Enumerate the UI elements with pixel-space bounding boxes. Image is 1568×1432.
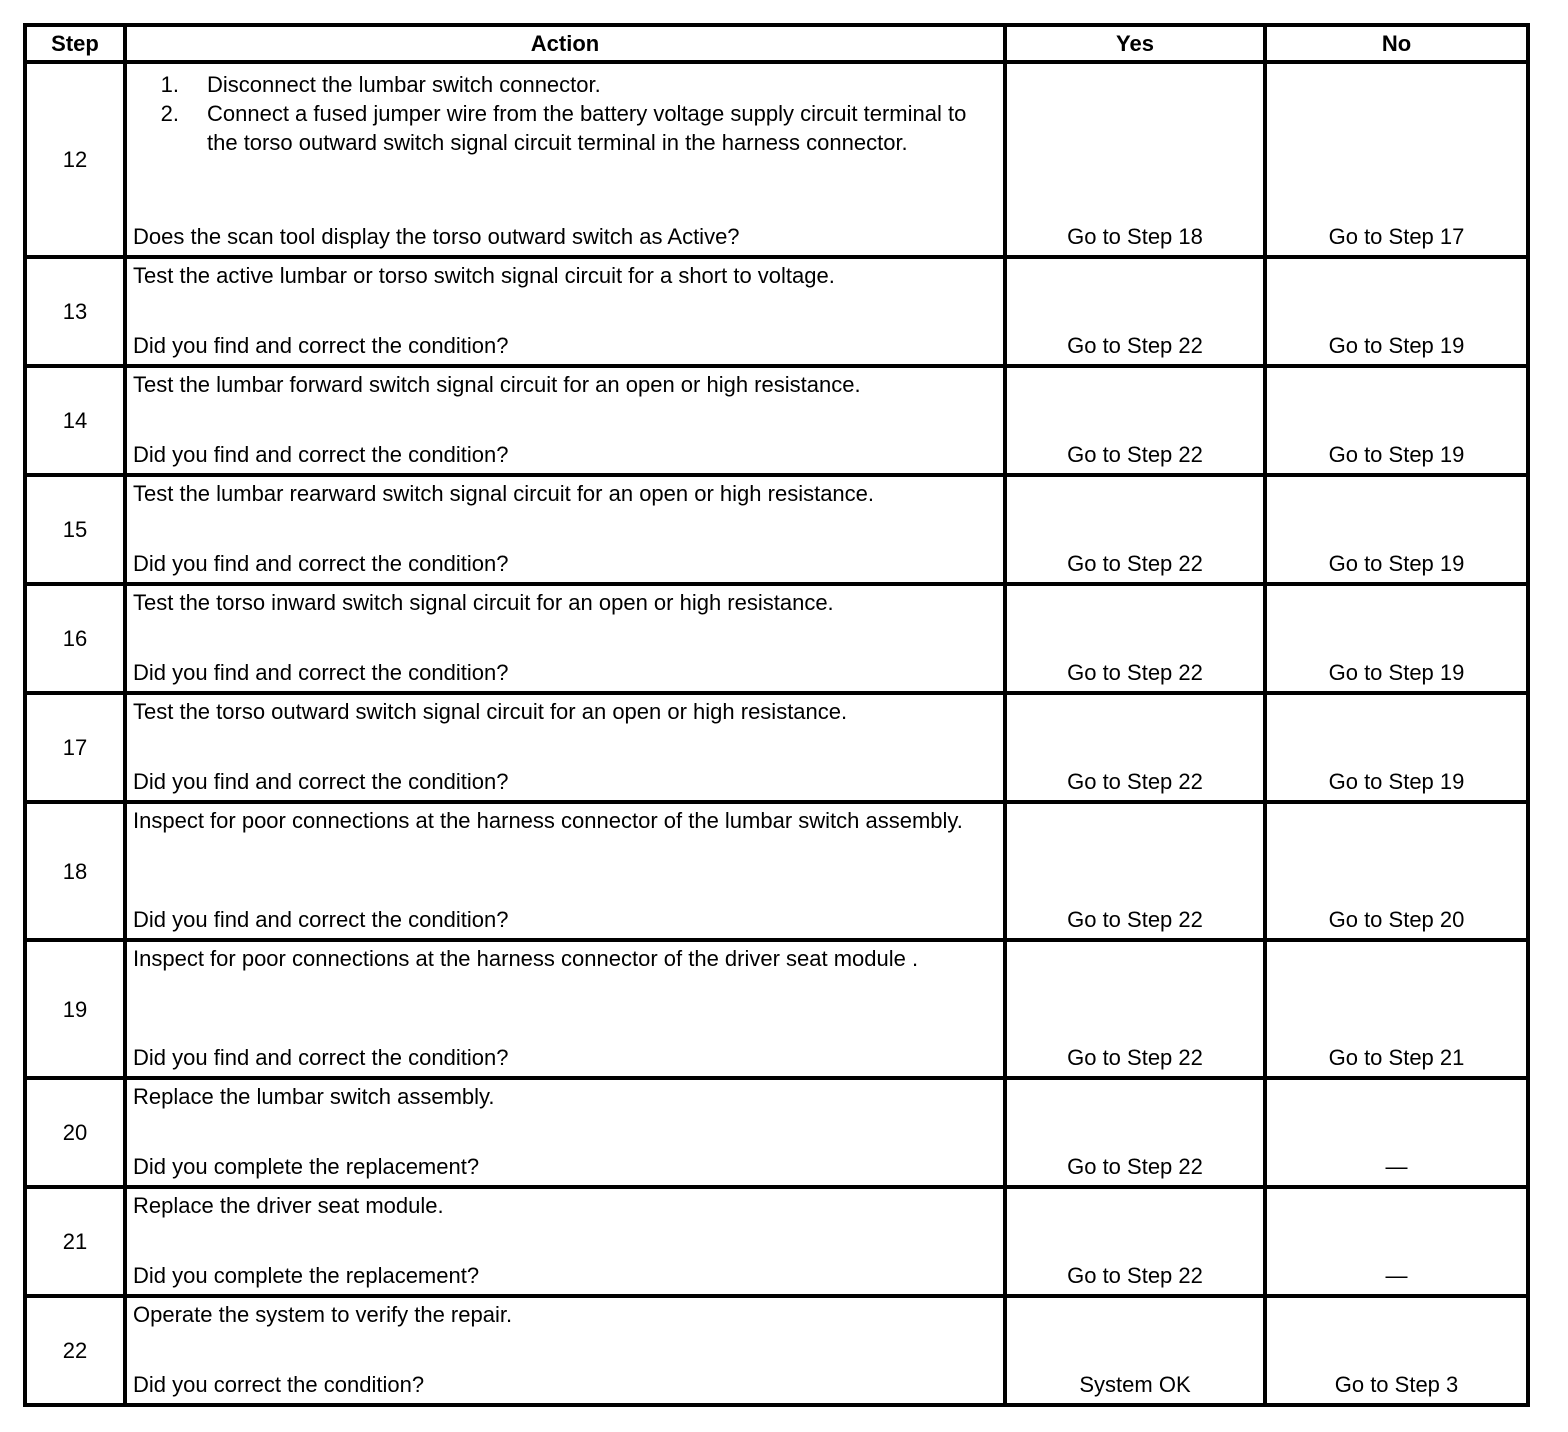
yes-result: System OK (1005, 1296, 1265, 1405)
step-number: 14 (25, 366, 125, 475)
no-result: — (1265, 1187, 1528, 1296)
diagnostic-table (23, 23, 1530, 1407)
yes-result: Go to Step 22 (1005, 475, 1265, 584)
action-steps-list (127, 64, 1003, 157)
action-cell (125, 62, 1005, 257)
list-item-number: 2. (160, 101, 179, 126)
step-number: 17 (25, 693, 125, 802)
yes-result: Go to Step 22 (1005, 366, 1265, 475)
list-item (127, 70, 1003, 99)
action-text: Test the lumbar forward switch signal circuit for an open or high resistance. (133, 372, 861, 397)
table-row (25, 1296, 1528, 1405)
action-cell (125, 1187, 1005, 1296)
action-text: Replace the lumbar switch assembly. (133, 1084, 495, 1109)
action-cell (125, 257, 1005, 366)
no-result: Go to Step 19 (1265, 693, 1528, 802)
header-row (25, 25, 1528, 62)
table-row (25, 584, 1528, 693)
yes-result: Go to Step 22 (1005, 940, 1265, 1078)
no-result: Go to Step 20 (1265, 802, 1528, 940)
header-step: Step (25, 25, 125, 62)
header-no: No (1265, 25, 1528, 62)
action-question: Did you complete the replacement? (133, 1154, 480, 1179)
action-text: Replace the driver seat module. (133, 1193, 444, 1218)
no-result: Go to Step 21 (1265, 940, 1528, 1078)
action-question: Did you find and correct the condition? (133, 769, 509, 794)
action-text: Inspect for poor connections at the harness connector of the lumbar switch assembly. (133, 808, 963, 833)
yes-result: Go to Step 22 (1005, 257, 1265, 366)
step-number: 20 (25, 1078, 125, 1187)
table-row (25, 940, 1528, 1078)
step-number: 13 (25, 257, 125, 366)
table-row (25, 366, 1528, 475)
action-text: Test the active lumbar or torso switch signal circuit for a short to voltage. (133, 263, 835, 288)
table-row (25, 802, 1528, 940)
step-number: 21 (25, 1187, 125, 1296)
header-action: Action (125, 25, 1005, 62)
action-question: Did you find and correct the condition? (133, 551, 509, 576)
table-row (25, 257, 1528, 366)
step-number: 19 (25, 940, 125, 1078)
no-result: Go to Step 19 (1265, 366, 1528, 475)
action-question: Did you complete the replacement? (133, 1263, 480, 1288)
yes-result: Go to Step 22 (1005, 584, 1265, 693)
action-text: Test the torso inward switch signal circuit for an open or high resistance. (133, 590, 834, 615)
step-number: 16 (25, 584, 125, 693)
action-cell (125, 940, 1005, 1078)
action-question: Did you correct the condition? (133, 1372, 425, 1397)
action-text: Inspect for poor connections at the harness connector of the driver seat module . (133, 946, 919, 971)
action-question: Did you find and correct the condition? (133, 660, 509, 685)
action-cell (125, 475, 1005, 584)
action-question: Does the scan tool display the torso outward switch as Active? (133, 224, 740, 249)
action-question: Did you find and correct the condition? (133, 442, 509, 467)
table-row (25, 1187, 1528, 1296)
action-cell (125, 1296, 1005, 1405)
action-question: Did you find and correct the condition? (133, 1045, 509, 1070)
list-item-text: Disconnect the lumbar switch connector. (207, 72, 601, 97)
action-cell (125, 1078, 1005, 1187)
table-row (25, 62, 1528, 257)
list-item-text: Connect a fused jumper wire from the battery voltage supply circuit terminal to the torso outward switch signal circuit terminal in the harness connector. (207, 101, 967, 155)
table-row (25, 475, 1528, 584)
table-row (25, 693, 1528, 802)
yes-result: Go to Step 18 (1005, 62, 1265, 257)
table-row (25, 1078, 1528, 1187)
yes-result: Go to Step 22 (1005, 1187, 1265, 1296)
action-cell (125, 693, 1005, 802)
no-result: Go to Step 19 (1265, 475, 1528, 584)
yes-result: Go to Step 22 (1005, 1078, 1265, 1187)
action-cell (125, 584, 1005, 693)
action-cell (125, 802, 1005, 940)
no-result: Go to Step 17 (1265, 62, 1528, 257)
action-question: Did you find and correct the condition? (133, 907, 509, 932)
step-number: 15 (25, 475, 125, 584)
no-result: — (1265, 1078, 1528, 1187)
list-item-number: 1. (160, 72, 179, 97)
step-number: 22 (25, 1296, 125, 1405)
no-result: Go to Step 19 (1265, 584, 1528, 693)
action-text: Test the torso outward switch signal circuit for an open or high resistance. (133, 699, 848, 724)
header-yes: Yes (1005, 25, 1265, 62)
yes-result: Go to Step 22 (1005, 802, 1265, 940)
rows-body (25, 257, 1528, 1405)
step-number: 12 (25, 62, 125, 257)
action-text: Operate the system to verify the repair. (133, 1302, 513, 1327)
action-text: Test the lumbar rearward switch signal circuit for an open or high resistance. (133, 481, 875, 506)
yes-result: Go to Step 22 (1005, 693, 1265, 802)
no-result: Go to Step 3 (1265, 1296, 1528, 1405)
action-cell (125, 366, 1005, 475)
no-result: Go to Step 19 (1265, 257, 1528, 366)
step-number: 18 (25, 802, 125, 940)
action-question: Did you find and correct the condition? (133, 333, 509, 358)
list-item (127, 99, 1003, 157)
